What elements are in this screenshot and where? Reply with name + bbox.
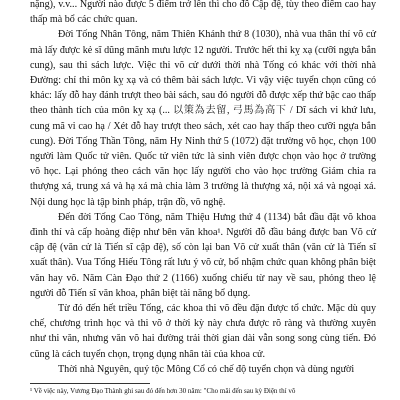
body-text (30, 0, 376, 377)
paragraph: Đời Tống Nhân Tông, năm Thiên Khánh thứ 8 (1030), nhà vua thân thí võ cử mà lấy được kẻ sĩ dũng mãnh mưu lược 12 người. Trước hết thi kỵ xạ (cưỡi ngựa bắn cung), sau thi sách lược. Việc thi võ cử dưới thời nhà Tống có khác với thời nhà Đường: chỉ thi môn kỵ xạ và có thêm bài sách lược. Vì vậy việc tuyển chọn cũng có khác: lấy đỗ hay đánh trượt theo bài sách, sau đó người đỗ được xếp thứ bậc cao thấp theo thành tích của môn kỵ xạ (... 以策為去留, 弓馬為高下 / Dĩ sách vi khứ lưu, cung mã vi cao hạ / Xét đỗ hay trượt theo sách, xét cao hay thấp theo cưỡi ngựa bắn cung). Đời Tống Thần Tông, năm Hy Ninh thứ 5 (1072) đặt trường võ học, chọn 100 người làm Quốc tử viên. Quốc tử viên tức là sinh viên được chọn vào học ở trường võ học. Lại phỏng theo cách văn học lấy người cho vào học trường Giám chia ra thượng xá, trung xá và hạ xá mà chia làm 3 trường là thượng xá, nội xá và ngoại xá. Nội dung học là tập binh pháp, trận đồ, võ nghệ. (30, 29, 376, 208)
footnote-area (30, 383, 376, 396)
paragraph: nặng), v.v... Người nào được 5 điểm trở lên thì cho đỗ Cập đệ, tùy theo điểm cao hay thấp mà bổ các chức quan. (30, 0, 376, 26)
paragraph: Thời nhà Nguyên, quý tộc Mông Cổ có chế độ tuyển chọn và dùng người (58, 363, 355, 375)
footnote-divider (30, 383, 150, 384)
paragraph: Từ đó đến hết triều Tống, các khoa thi võ đều đặn được tổ chức. Mặc dù quy chế, chương trình học và thi võ ở thời kỳ này chưa được rõ ràng và thường xuyên như thi văn, nhưng văn võ hai đường trải thời gian dài vẫn song song cùng tiến. Đó cũng là cách tuyển chọn, trọng dụng nhân tài của khoa cử. (30, 303, 376, 360)
paragraph: Đến đời Tống Cao Tông, năm Thiệu Hưng thứ 4 (1134) bắt đầu đặt võ khoa đình thí và cấp hoàng điệp như bên văn khoa¹. Người đỗ đầu bảng được ban Võ cử cập đệ (văn cử là Tiến sĩ cập đệ), số còn lại ban Võ cử xuất thân (văn cử là Tiến sĩ xuất thân). Vua Tống Hiếu Tông rất lưu ý võ cử, bổ nhậm chức quan không phân biệt văn hay võ. Năm Càn Đạo thứ 2 (1166) xuống chiếu từ nay về sau, phỏng theo lệ người đỗ Tiến sĩ văn khoa, phân biệt tài năng bổ dụng. (30, 211, 376, 299)
footnote-text: ¹ Về việc này, Vương Đạo Thành ghi sau đó đến hơn 30 năm: "Cho mãi đến sau kỳ Điện thí võ (30, 387, 296, 395)
